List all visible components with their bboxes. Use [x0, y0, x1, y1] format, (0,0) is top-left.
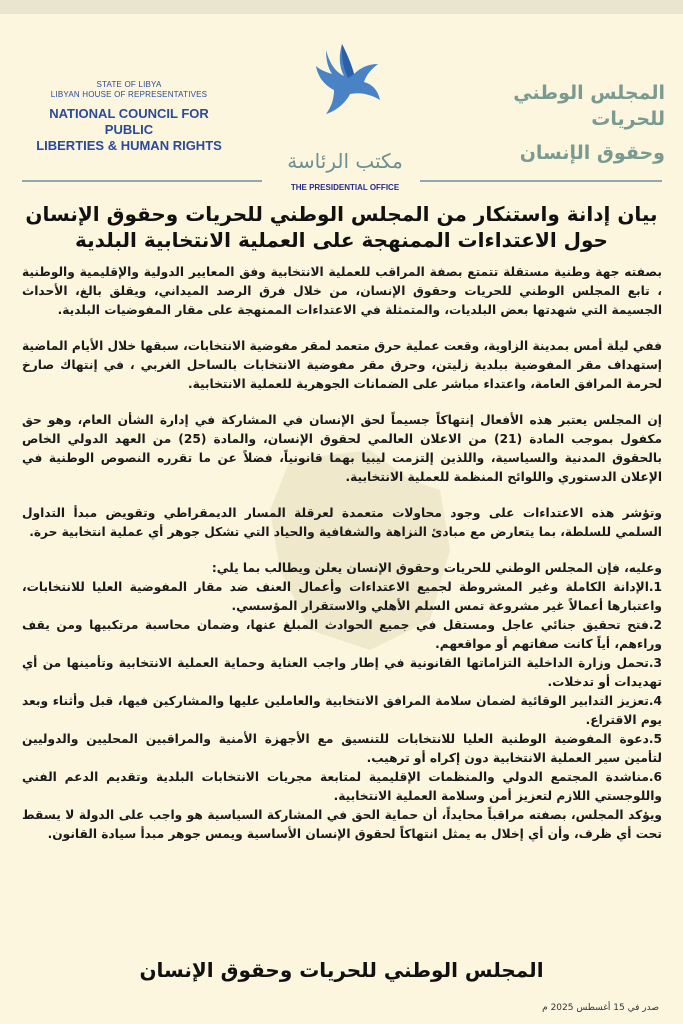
signature: المجلس الوطني للحريات وحقوق الإنسان [139, 958, 544, 982]
header-en-line4: LIBERTIES & HUMAN RIGHTS [36, 138, 222, 153]
office-arabic: مكتب الرئاسة [287, 149, 403, 173]
statement-body [22, 263, 662, 844]
statement-title [20, 201, 663, 253]
list-item: 3.تحمل وزارة الداخلية التزاماتها القانونية في إطار واجب العناية وحماية العملية الانتخابية وتأمينها من أي تهديدات أو تدخلات. [22, 656, 662, 689]
header-ar-line1: المجلس الوطني للحريات [513, 82, 665, 130]
title-line1: بيان إدانة واستنكار من المجلس الوطني للحريات وحقوق الإنسان [25, 202, 658, 226]
dove-logo-icon [296, 30, 396, 130]
header-ar-line2: وحقوق الإنسان [519, 142, 665, 164]
header-en-line2: LIBYAN HOUSE OF REPRESENTATIVES [50, 90, 208, 99]
list-item: 5.دعوة المفوضية الوطنية العليا للانتخابات للتنسيق مع الأجهزة الأمنية والمراقبين المحليين والدوليين لتأمين سير العملية الانتخابية دون إكراه أو ترهيب. [22, 732, 662, 765]
closing-paragraph: ويؤكد المجلس، بصفته مراقباً محايداً، أن حماية الحق في المشاركة السياسية هو واجب على الدولة لا يسقط تحت أي ظرف، وأن أي إخلال به يمثل انتهاكاً لحقوق الإنسان الأساسية ويمس جوهر مبدأ سيادة القانون. [22, 808, 662, 841]
list-item: 1.الإدانة الكاملة وغير المشروطة لجميع الاعتداءات وأعمال العنف ضد مقار المفوضية العليا للانتخابات، واعتبارها أعمالاً غير مشروعة تمس السلم الأهلي والاستقرار المؤسسي. [22, 580, 662, 613]
header-arabic [435, 80, 665, 166]
list-item: 2.فتح تحقيق جنائي عاجل ومستقل في جميع الحوادث المبلغ عنها، وضمان محاسبة مرتكبيها ومن يقف وراءهم، أياً كانت صفاتهم أو مواقعهم. [22, 618, 662, 651]
list-item: 4.تعزيز التدابير الوقائية لضمان سلامة المرافق الانتخابية والعاملين عليها والمشاركين فيها، قبل وأثناء وبعد يوم الاقتراع. [22, 694, 662, 727]
header-rule-left [22, 180, 262, 182]
top-bar [0, 0, 683, 14]
issued-date: صدر في 15 أغسطس 2025 م [542, 1003, 659, 1013]
header-english [34, 80, 224, 154]
title-line2: حول الاعتداءات الممنهجة على العملية الانتخابية البلدية [75, 228, 608, 252]
paragraph: ففي ليلة أمس بمدينة الزاوية، وقعت عملية حرق متعمد لمقر مفوضية الانتخابات، سبقها خلال الأيام الماضية إستهداف مقر المفوضية ببلدية زليتن، وحرق مقر مفوضية الانتخابات بالساحل الغربي ، في إنتهاك صارخ لحرمة المرافق العامة، واعتداء مباشر على الضمانات الجوهرية للعملية الانتخابية. [22, 339, 662, 391]
paragraph: بصفته جهة وطنية مستقلة تتمتع بصفة المراقب للعملية الانتخابية وفق المعايير الدولية والإقليمية والوطنية ، تابع المجلس الوطني للحريات وحقوق الإنسان، من خلال فرق الرصد الميداني، ويقلق بالغ، الأحداث الجسيمة التي شهدتها بعض البلديات، والمتمثلة في الاعتداءات الممنهجة على مقار المفوضيات البلدية. [22, 265, 662, 317]
header-en-line1: STATE OF LIBYA [96, 80, 162, 89]
paragraph: وتؤشر هذه الاعتداءات على وجود محاولات متعمدة لعرقلة المسار الديمقراطي وتقويض مبدأ التداول السلمي للسلطة، بما يتعارض مع مبادئ النزاهة والشفافية والحياد التي تشكل جوهر أي عملية انتخابية حرة. [22, 506, 662, 539]
header-en-line3: NATIONAL COUNCIL FOR PUBLIC [49, 106, 209, 137]
list-intro: وعليه، فإن المجلس الوطني للحريات وحقوق الإنسان يعلن ويطالب بما يلي: [211, 561, 662, 575]
header-rule-right [420, 180, 662, 182]
demands-list [22, 559, 662, 844]
office-english: THE PRESIDENTIAL OFFICE [290, 183, 400, 192]
paragraph: إن المجلس يعتبر هذه الأفعال إنتهاكاً جسيماً لحق الإنسان في المشاركة في إدارة الشأن العام، وهو حق مكفول بموجب المادة (21) من الاعلان العالمي لحقوق الإنسان، والمادة (25) من العهد الدولي الخاص بالحقوق المدنية والسياسية، واللذين إلتزمت ليبيا بهما قانونياً، فضلاً عن ما تقرره النصوص الوطنية في الإعلان الدستوري واللوائح المنظمة للعملية الانتخابية. [22, 413, 662, 484]
list-item: 6.مناشدة المجتمع الدولي والمنظمات الإقليمية لمتابعة مجريات الانتخابات البلدية وتقديم الدعم الفني واللوجستي اللازم لتعزيز أمن وسلامة العملية الانتخابية. [22, 770, 662, 803]
